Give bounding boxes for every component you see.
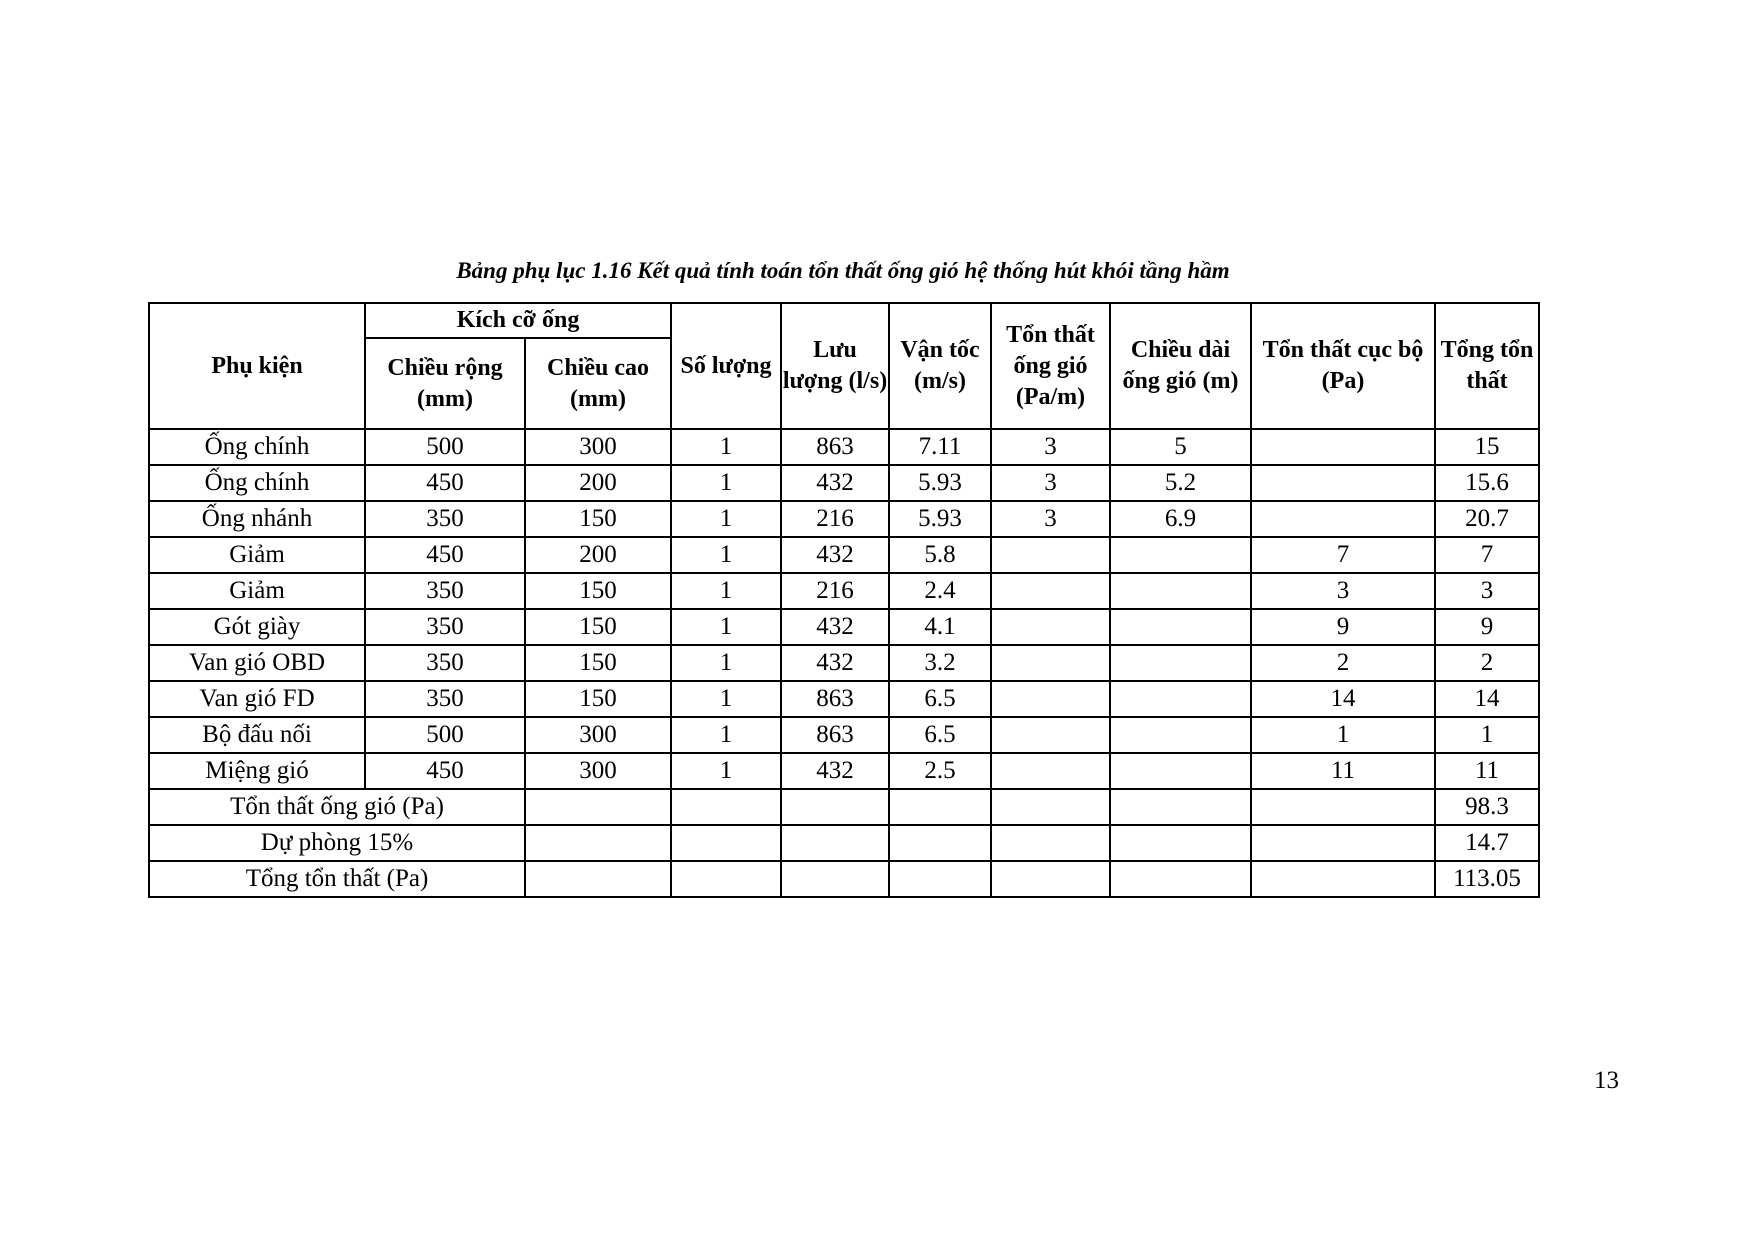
empty-cell [991, 789, 1110, 825]
header-kich-co-ong: Kích cỡ ống [365, 303, 671, 338]
cell-chieu-rong: 350 [365, 573, 525, 609]
summary-label: Tổng tổn thất (Pa) [149, 861, 525, 897]
cell-chieu-cao: 200 [525, 537, 671, 573]
cell-ton-that-ong-gio [991, 609, 1110, 645]
cell-chieu-rong: 450 [365, 537, 525, 573]
empty-cell [1251, 789, 1435, 825]
cell-ton-that-cuc-bo [1251, 465, 1435, 501]
table-row [149, 681, 1539, 717]
header-ton-that-ong-gio: Tổn thất ống gió (Pa/m) [991, 303, 1110, 429]
cell-luu-luong: 432 [781, 753, 889, 789]
cell-phu-kien: Ống chính [149, 429, 365, 465]
cell-van-toc: 3.2 [889, 645, 991, 681]
cell-chieu-rong: 500 [365, 429, 525, 465]
cell-so-luong: 1 [671, 645, 781, 681]
cell-so-luong: 1 [671, 609, 781, 645]
header-chieu-cao: Chiều cao (mm) [525, 338, 671, 429]
header-van-toc: Vận tốc (m/s) [889, 303, 991, 429]
cell-luu-luong: 216 [781, 573, 889, 609]
cell-ton-that-ong-gio [991, 681, 1110, 717]
cell-luu-luong: 432 [781, 609, 889, 645]
cell-tong-ton-that: 1 [1435, 717, 1539, 753]
cell-so-luong: 1 [671, 681, 781, 717]
cell-chieu-rong: 500 [365, 717, 525, 753]
summary-value: 14.7 [1435, 825, 1539, 861]
empty-cell [671, 789, 781, 825]
cell-van-toc: 6.5 [889, 681, 991, 717]
header-so-luong: Số lượng [671, 303, 781, 429]
page-number: 13 [1594, 1067, 1619, 1094]
empty-cell [991, 825, 1110, 861]
cell-so-luong: 1 [671, 429, 781, 465]
cell-chieu-cao: 300 [525, 717, 671, 753]
cell-phu-kien: Miệng gió [149, 753, 365, 789]
empty-cell [525, 825, 671, 861]
cell-van-toc: 4.1 [889, 609, 991, 645]
empty-cell [889, 825, 991, 861]
header-chieu-rong: Chiều rộng (mm) [365, 338, 525, 429]
cell-chieu-dai [1110, 753, 1251, 789]
empty-cell [525, 861, 671, 897]
empty-cell [889, 861, 991, 897]
cell-chieu-rong: 350 [365, 609, 525, 645]
table-row [149, 645, 1539, 681]
cell-so-luong: 1 [671, 753, 781, 789]
table-row [149, 573, 1539, 609]
cell-chieu-dai [1110, 645, 1251, 681]
summary-value: 98.3 [1435, 789, 1539, 825]
summary-row [149, 861, 1539, 897]
empty-cell [525, 789, 671, 825]
cell-chieu-cao: 150 [525, 681, 671, 717]
cell-ton-that-ong-gio [991, 573, 1110, 609]
cell-chieu-dai [1110, 609, 1251, 645]
header-phu-kien: Phụ kiện [149, 303, 365, 429]
cell-chieu-cao: 150 [525, 609, 671, 645]
empty-cell [889, 789, 991, 825]
cell-chieu-dai: 5.2 [1110, 465, 1251, 501]
empty-cell [991, 861, 1110, 897]
table-row [149, 609, 1539, 645]
cell-chieu-dai: 6.9 [1110, 501, 1251, 537]
cell-tong-ton-that: 11 [1435, 753, 1539, 789]
cell-tong-ton-that: 2 [1435, 645, 1539, 681]
cell-chieu-cao: 150 [525, 573, 671, 609]
table-caption: Bảng phụ lục 1.16 Kết quả tính toán tổn thất ống gió hệ thống hút khói tầng hầm [456, 258, 1230, 283]
cell-phu-kien: Gót giày [149, 609, 365, 645]
empty-cell [1110, 825, 1251, 861]
summary-label: Tổn thất ống gió (Pa) [149, 789, 525, 825]
cell-phu-kien: Ống chính [149, 465, 365, 501]
empty-cell [1110, 789, 1251, 825]
table-row [149, 537, 1539, 573]
cell-chieu-dai [1110, 681, 1251, 717]
cell-van-toc: 5.8 [889, 537, 991, 573]
cell-chieu-rong: 350 [365, 501, 525, 537]
cell-so-luong: 1 [671, 573, 781, 609]
cell-chieu-dai [1110, 573, 1251, 609]
header-luu-luong: Lưu lượng (l/s) [781, 303, 889, 429]
header-tong-ton-that: Tổng tổn thất [1435, 303, 1539, 429]
table-row [149, 753, 1539, 789]
cell-chieu-cao: 300 [525, 753, 671, 789]
empty-cell [671, 861, 781, 897]
header-chieu-dai: Chiều dài ống gió (m) [1110, 303, 1251, 429]
cell-chieu-rong: 350 [365, 681, 525, 717]
cell-chieu-cao: 150 [525, 645, 671, 681]
cell-luu-luong: 216 [781, 501, 889, 537]
cell-phu-kien: Van gió OBD [149, 645, 365, 681]
cell-ton-that-cuc-bo [1251, 501, 1435, 537]
cell-van-toc: 5.93 [889, 465, 991, 501]
table-row [149, 717, 1539, 753]
table-body [149, 429, 1539, 897]
cell-tong-ton-that: 3 [1435, 573, 1539, 609]
cell-ton-that-ong-gio [991, 537, 1110, 573]
cell-phu-kien: Ống nhánh [149, 501, 365, 537]
table-row [149, 429, 1539, 465]
cell-phu-kien: Van gió FD [149, 681, 365, 717]
cell-ton-that-ong-gio [991, 753, 1110, 789]
empty-cell [781, 789, 889, 825]
cell-phu-kien: Giảm [149, 537, 365, 573]
empty-cell [671, 825, 781, 861]
cell-luu-luong: 863 [781, 681, 889, 717]
cell-van-toc: 7.11 [889, 429, 991, 465]
cell-van-toc: 2.4 [889, 573, 991, 609]
cell-so-luong: 1 [671, 465, 781, 501]
cell-chieu-dai [1110, 717, 1251, 753]
cell-ton-that-cuc-bo: 1 [1251, 717, 1435, 753]
cell-ton-that-cuc-bo: 14 [1251, 681, 1435, 717]
cell-luu-luong: 432 [781, 537, 889, 573]
cell-van-toc: 5.93 [889, 501, 991, 537]
summary-value: 113.05 [1435, 861, 1539, 897]
cell-ton-that-ong-gio: 3 [991, 429, 1110, 465]
summary-row [149, 789, 1539, 825]
cell-chieu-dai [1110, 537, 1251, 573]
cell-chieu-dai: 5 [1110, 429, 1251, 465]
cell-so-luong: 1 [671, 717, 781, 753]
table-header [149, 303, 1539, 429]
cell-van-toc: 6.5 [889, 717, 991, 753]
cell-ton-that-ong-gio [991, 645, 1110, 681]
cell-ton-that-cuc-bo: 11 [1251, 753, 1435, 789]
cell-so-luong: 1 [671, 537, 781, 573]
empty-cell [1110, 861, 1251, 897]
summary-row [149, 825, 1539, 861]
table-row [149, 501, 1539, 537]
cell-ton-that-cuc-bo: 9 [1251, 609, 1435, 645]
empty-cell [781, 825, 889, 861]
cell-phu-kien: Bộ đấu nối [149, 717, 365, 753]
empty-cell [781, 861, 889, 897]
header-ton-that-cuc-bo: Tổn thất cục bộ (Pa) [1251, 303, 1435, 429]
cell-van-toc: 2.5 [889, 753, 991, 789]
cell-tong-ton-that: 7 [1435, 537, 1539, 573]
cell-ton-that-cuc-bo: 2 [1251, 645, 1435, 681]
cell-luu-luong: 432 [781, 465, 889, 501]
cell-luu-luong: 432 [781, 645, 889, 681]
cell-tong-ton-that: 9 [1435, 609, 1539, 645]
cell-luu-luong: 863 [781, 717, 889, 753]
cell-chieu-rong: 350 [365, 645, 525, 681]
cell-phu-kien: Giảm [149, 573, 365, 609]
cell-so-luong: 1 [671, 501, 781, 537]
cell-chieu-rong: 450 [365, 465, 525, 501]
cell-ton-that-cuc-bo: 7 [1251, 537, 1435, 573]
cell-ton-that-cuc-bo: 3 [1251, 573, 1435, 609]
cell-tong-ton-that: 14 [1435, 681, 1539, 717]
cell-chieu-cao: 200 [525, 465, 671, 501]
cell-ton-that-ong-gio: 3 [991, 501, 1110, 537]
cell-tong-ton-that: 15 [1435, 429, 1539, 465]
cell-ton-that-ong-gio [991, 717, 1110, 753]
cell-chieu-cao: 300 [525, 429, 671, 465]
cell-ton-that-ong-gio: 3 [991, 465, 1110, 501]
cell-chieu-rong: 450 [365, 753, 525, 789]
table-row [149, 465, 1539, 501]
duct-loss-table [148, 302, 1540, 898]
cell-luu-luong: 863 [781, 429, 889, 465]
empty-cell [1251, 825, 1435, 861]
cell-ton-that-cuc-bo [1251, 429, 1435, 465]
cell-tong-ton-that: 15.6 [1435, 465, 1539, 501]
summary-label: Dự phòng 15% [149, 825, 525, 861]
empty-cell [1251, 861, 1435, 897]
cell-chieu-cao: 150 [525, 501, 671, 537]
cell-tong-ton-that: 20.7 [1435, 501, 1539, 537]
